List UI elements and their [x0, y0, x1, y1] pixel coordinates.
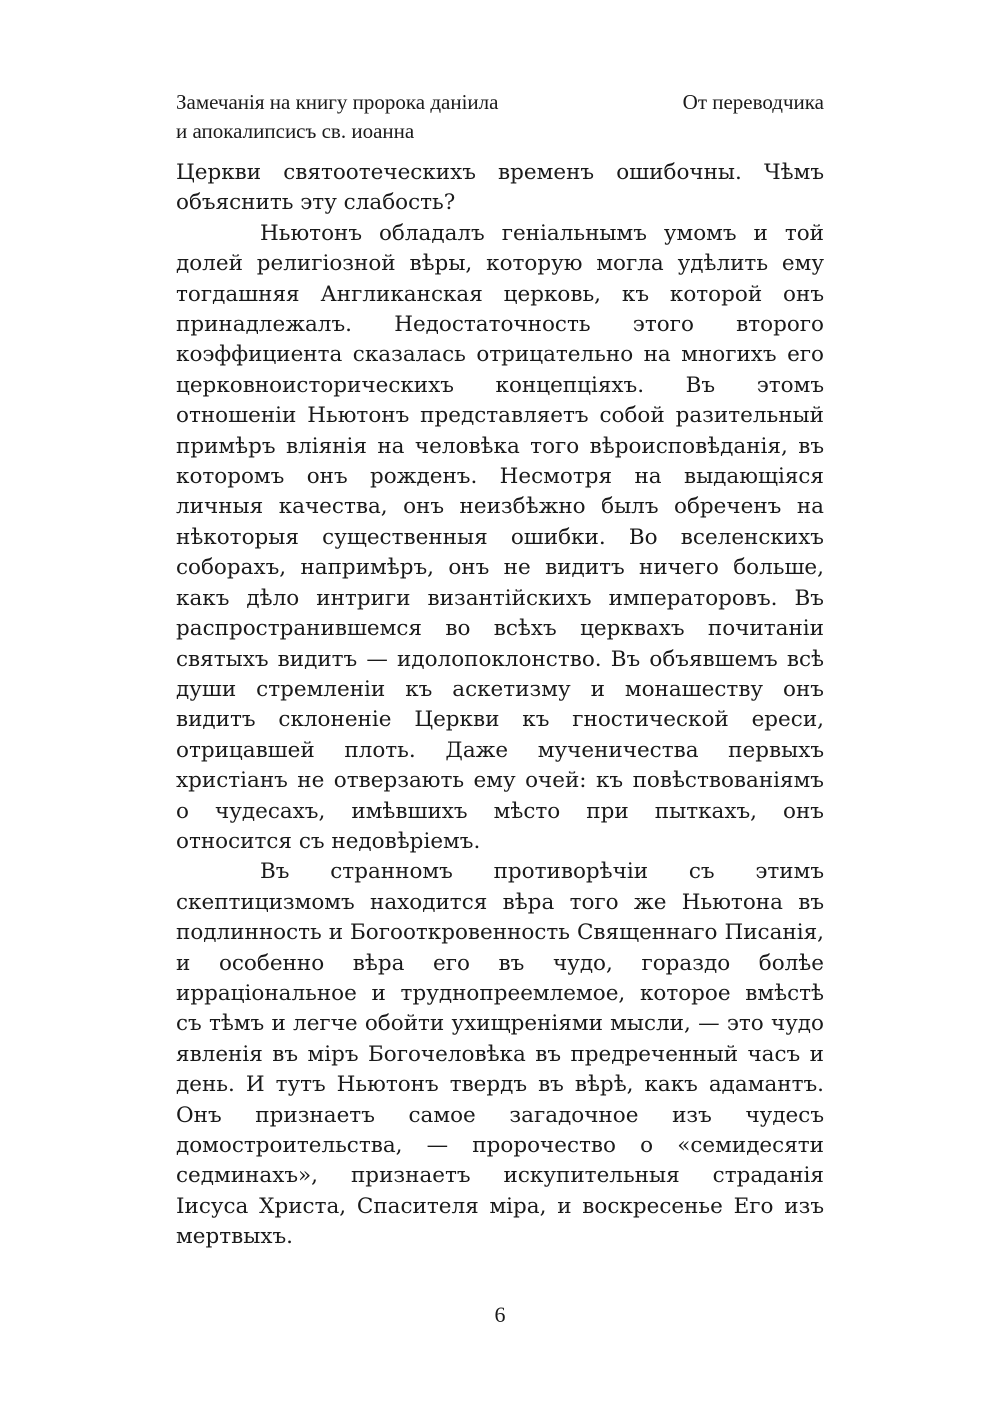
running-header [176, 88, 824, 146]
book-title [176, 88, 596, 146]
book-page [176, 88, 824, 1253]
book-title-line-1: Замечанія на книгу пророка даніила [176, 90, 499, 114]
body-text [176, 158, 824, 1253]
paragraph-3: Въ странномъ противорѣчіи съ этимъ скептицизмомъ находится вѣра того же Ньютона въ подлинность и Богооткровенность Священнаго Писанія, и особенно вѣра его въ чудо, гораздо болѣе ирраціональное и труднопреемлемое, которое вмѣстѣ съ тѣмъ и легче обойти ухищреніями мысли, — это чудо явленія въ міръ Богочеловѣка въ предреченный часъ и день. И тутъ Ньютонъ твердъ въ вѣрѣ, какъ адамантъ. Онъ признаетъ самое загадочное изъ чудесъ домостроительства, — пророчество о «семидесяти седминахъ», признаетъ искупительныя страданія Іисуса Христа, Спасителя міра, и воскресенье Его изъ мертвыхъ. [176, 859, 824, 1250]
paragraph-1: Церкви святоотеческихъ временъ ошибочны. Чѣмъ объяснить эту слабость? [176, 160, 824, 216]
book-title-line-2: и апокалипсисъ св. иоанна [176, 119, 415, 143]
section-title: От переводчика [682, 90, 824, 114]
page-number: 6 [494, 1302, 506, 1327]
paragraph-2: Ньютонъ обладалъ геніальнымъ умомъ и той долей религіозной вѣры, которую могла удѣлить ему тогдашняя Англиканская церковь, къ которой онъ принадлежалъ. Недостаточность этого второго коэффициента сказалась отрицательно на многихъ его церковноисторическихъ концепціяхъ. Въ этомъ отношеніи Ньютонъ представляетъ собой разительный примѣръ вліянія на человѣка того вѣроисповѣданія, въ которомъ онъ рожденъ. Несмотря на выдающіяся личныя качества, онъ неизбѣжно былъ обреченъ на нѣкоторыя существенныя ошибки. Во вселенскихъ соборахъ, напримѣръ, онъ не видитъ ничего больше, какъ дѣло интриги византійскихъ императоровъ. Въ распространившемся во всѣхъ церквахъ почитаніи святыхъ видитъ — идолопоклонство. Въ объявшемъ всѣ души стремленіи къ аскетизму и монашеству онъ видитъ склоненіе Церкви къ гностической ереси, отрицавшей плоть. Даже мученичества первыхъ христіанъ не отверзають ему очей: къ повѣствованіямъ о чудесахъ, имѣвшихъ мѣсто при пыткахъ, онъ относится съ недовѣріемъ. [176, 220, 824, 854]
